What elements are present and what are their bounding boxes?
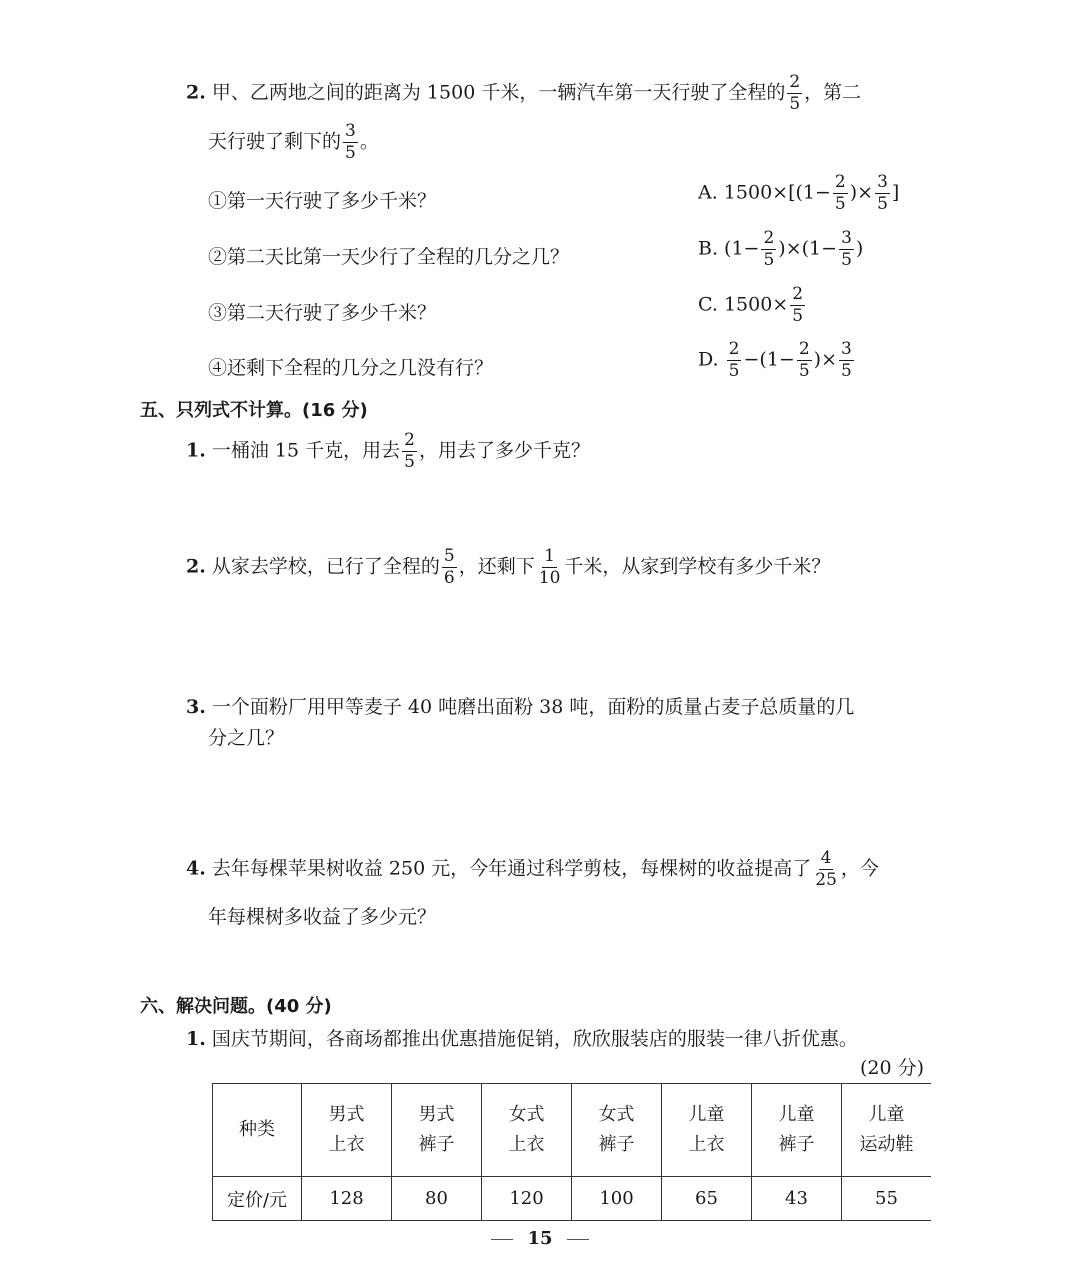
table-cell: 43 — [752, 1177, 842, 1221]
q2-line2: 天行驶了剩下的 $\frac{3}{5}$ 。 — [208, 121, 379, 163]
footer-dash-left — [491, 1239, 513, 1240]
section-6-title: 六、解决问题。(40 分) — [140, 996, 332, 1017]
option-c: C. 1500× $\frac{2}{5}$ — [698, 284, 804, 326]
table-header-cell: 男式 上衣 — [302, 1084, 392, 1177]
s5-problem-3-line2: 分之几？ — [208, 727, 285, 749]
option-b: B. (1− $\frac{2}{5}$ )×(1− $\frac{3}{5}$ ) — [698, 228, 864, 270]
s5-problem-1: 1. 一桶油 15 千克，用去 $\frac{2}{5}$ ，用去了多少千克？ — [186, 430, 590, 472]
table-header-cell: 女式 上衣 — [482, 1084, 572, 1177]
page-footer — [0, 1228, 1080, 1249]
s5-problem-4-line2: 年每棵树多收益了多少元？ — [208, 906, 437, 928]
fraction: $\frac{3}{5}$ — [345, 121, 356, 163]
q2-sub4: ④还剩下全程的几分之几没有行？ — [208, 357, 494, 379]
option-d: D. $\frac{2}{5}$ −(1− $\frac{2}{5}$ )× $\frac{3}{5}$ — [698, 339, 852, 381]
table-cell: 55 — [842, 1177, 932, 1221]
table-header-cell: 儿童 运动鞋 — [842, 1084, 932, 1177]
table-header-cell: 儿童 上衣 — [662, 1084, 752, 1177]
price-table — [212, 1083, 931, 1221]
table-header-cell: 男式 裤子 — [392, 1084, 482, 1177]
table-header-cell: 儿童 裤子 — [752, 1084, 842, 1177]
fraction: $\frac{2}{5}$ — [789, 72, 801, 114]
q2-text-a: 甲、乙两地之间的距离为 1500 千米，一辆汽车第一天行驶了全程的 — [211, 81, 786, 104]
table-cell: 80 — [392, 1177, 482, 1221]
table-cell: 128 — [302, 1177, 392, 1221]
table-header-label: 种类 — [213, 1084, 302, 1177]
option-a: A. 1500×[(1− $\frac{2}{5}$ )× $\frac{3}{5}$ ] — [698, 172, 900, 214]
table-cell: 65 — [662, 1177, 752, 1221]
table-cell: 120 — [482, 1177, 572, 1221]
q2-line1 — [186, 74, 861, 113]
question-number: 2. — [186, 81, 206, 104]
table-header-cell: 女式 裤子 — [572, 1084, 662, 1177]
q2-sub1: ①第一天行驶了多少千米？ — [208, 190, 437, 212]
q2-sub3: ③第二天行驶了多少千米？ — [208, 302, 437, 324]
q2-sub2: ②第二天比第一天少行了全程的几分之几？ — [208, 246, 570, 268]
footer-dash-right — [567, 1239, 589, 1240]
s5-problem-3-line1: 3. 一个面粉厂用甲等麦子 40 吨磨出面粉 38 吨，面粉的质量占麦子总质量的几 — [186, 696, 855, 718]
section-5-title: 五、只列式不计算。(16 分) — [140, 400, 368, 421]
s6-problem-1: 1. 国庆节期间，各商场都推出优惠措施促销，欣欣服装店的服装一律八折优惠。 — [186, 1028, 858, 1050]
table-header-row — [213, 1084, 932, 1177]
q2-text-b: ，第二 — [804, 81, 862, 104]
table-row-label: 定价/元 — [213, 1177, 302, 1221]
s6-problem-1-score: (20 分) — [860, 1057, 925, 1079]
table-price-row — [213, 1177, 932, 1221]
page-number: 15 — [527, 1228, 553, 1249]
s5-problem-4-line1: 4. 去年每棵苹果树收益 250 元，今年通过科学剪枝，每棵树的收益提高了 $\frac{4}{25}$ ，今 — [186, 848, 879, 890]
s5-problem-2: 2. 从家去学校，已行了全程的 $\frac{5}{6}$ ，还剩下 $\frac{1}{10}$ 千米，从家到学校有多少千米？ — [186, 546, 831, 588]
table-cell: 100 — [572, 1177, 662, 1221]
